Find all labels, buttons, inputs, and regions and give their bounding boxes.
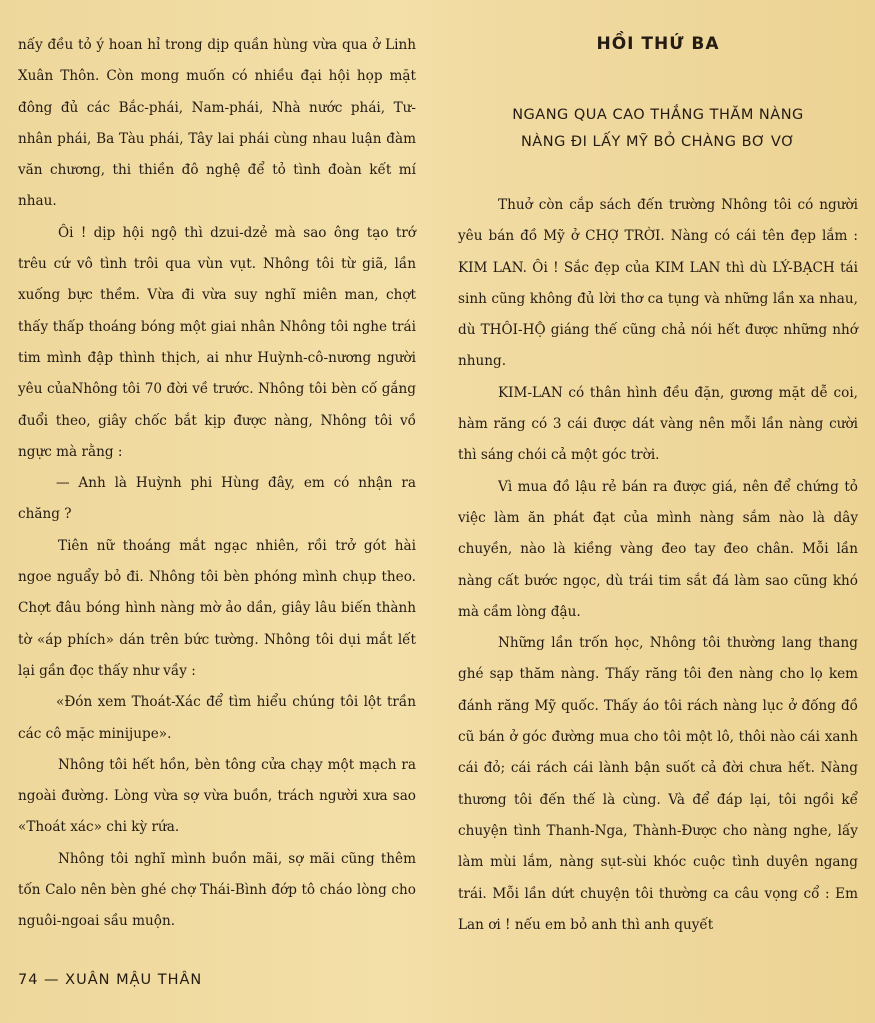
right-text-column [458, 190, 858, 941]
chapter-subtitle [458, 102, 858, 156]
paragraph: nấy đều tỏ ý hoan hỉ trong dịp quần hùng vừa qua ở Linh Xuân Thôn. Còn mong muốn có nhiều đại hội họp mặt đông đủ các Bắc-phái, Nam-phái, Nhà nước phái, Tư-nhân phái, Ba Tàu phái, Tây lai phái cùng nhau luận đàm văn chương, thi thiền đô nghệ để tỏ tình đoàn kết mí nhau. [18, 37, 416, 210]
subtitle-line-1: NGANG QUA CAO THẮNG THĂM NÀNG [512, 107, 804, 123]
paragraph: Nhông tôi nghĩ mình buồn mãi, sợ mãi cũng thêm tốn Calo nên bèn ghé chợ Thái-Bình đớp tô cháo lòng cho nguôi-ngoai sầu muộn. [18, 850, 416, 930]
paragraph: Ôi ! dịp hội ngộ thì dzui-dzẻ mà sao ông tạo trớ trêu cứ vô tình trôi qua vùn vụt. Nhông tôi từ giã, lần xuống bực thềm. Vừa đi vừa suy nghĩ miên man, chợt thấy thấp thoáng bóng một giai nhân Nhông tôi nghe trái tim mình đập thình thịch, ai như Huỳnh-cô-nương người yêu củaNhông tôi 70 đời về trước. Nhông tôi bèn cố gắng đuổi theo, giây chốc bắt kịp được nàng, Nhông tôi vồ ngực mà rằng : [18, 224, 416, 460]
paragraph: Những lần trốn học, Nhông tôi thường lang thang ghé sạp thăm nàng. Thấy răng tôi đen nàng cho lọ kem đánh răng Mỹ quốc. Thấy áo tôi rách nàng lục ở đống đồ cũ bán ở góc đường mua cho tôi một lô, thôi nào cái xanh cái đỏ; cái rách cái lành bận suốt cả đời chưa hết. Nàng thương tôi đến thế là cùng. Và để đáp lại, tôi ngồi kể chuyện tình Thanh-Nga, Thành-Được cho nàng nghe, lấy làm mùi lắm, nàng sụt-sùi khóc cuộc tình duyên ngang trái. Mỗi lần dứt chuyện tôi thường ca câu vọng cổ : Em Lan ơi ! nếu em bỏ anh thì anh quyết [458, 635, 858, 933]
paragraph: Vì mua đồ lậu rẻ bán ra được giá, nên để chứng tỏ việc làm ăn phát đạt của mình nàng sắm nào là dây chuyền, nào là kiềng vàng đeo tay đeo chân. Mỗi lần nàng cất bước ngọc, dù trái tim sắt đá làm sao cũng khó mà cầm lòng đậu. [458, 478, 858, 620]
paragraph: Thuở còn cắp sách đến trường Nhông tôi có người yêu bán đồ Mỹ ở CHỢ TRỜI. Nàng có cái tên đẹp lắm : KIM LAN. Ôi ! Sắc đẹp của KIM LAN thì dù LÝ-BẠCH tái sinh cũng không đủ lời thơ ca tụng và những lần xa nhau, dù THÔI-HỘ giáng thế cũng chả nói hết được những nhớ nhung. [458, 197, 858, 370]
left-text-column [18, 30, 416, 938]
paragraph: KIM-LAN có thân hình đều đặn, gương mặt dễ coi, hàm răng có 3 cái được dát vàng nên mỗi lần nàng cười thì sáng chói cả một góc trời. [458, 384, 858, 464]
paragraph: Tiên nữ thoáng mắt ngạc nhiên, rồi trở gót hài ngoe nguẩy bỏ đi. Nhông tôi bèn phóng mình chụp theo. Chợt đâu bóng hình nàng mờ ảo dần, giây lâu biến thành tờ «áp phích» dán trên bức tường. Nhông tôi dụi mắt lết lại gần đọc thấy như vầy : [18, 537, 416, 679]
subtitle-line-2: NÀNG ĐI LẤY MỸ BỎ CHÀNG BƠ VƠ [520, 134, 796, 150]
quoted-poster-text: «Đón xem Thoát-Xác để tìm hiểu chúng tôi lột trần các cô mặc minijupe». [18, 694, 416, 742]
chapter-title: HỒI THỨ BA [596, 34, 720, 54]
paragraph: Nhông tôi hết hồn, bèn tông cửa chạy một mạch ra ngoài đường. Lòng vừa sợ vừa buồn, trách người xưa sao «Thoát xác» chi kỳ rứa. [18, 756, 416, 836]
page-footer: 74 — XUÂN MẬU THÂN [18, 972, 203, 988]
dialogue-line: — Anh là Huỳnh phi Hùng đây, em có nhận ra chăng ? [18, 475, 416, 523]
